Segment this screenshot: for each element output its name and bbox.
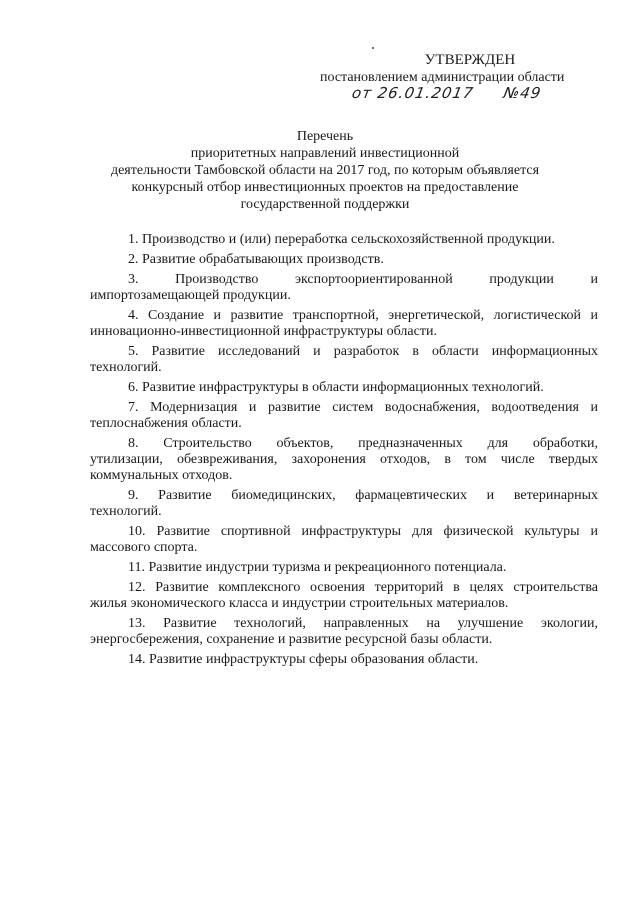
list-item: 4. Создание и развитие транспортной, энергетической, логистической и инновационно-инвестиционной инфраструктуры области. [90, 308, 598, 339]
list-item: 13. Развитие технологий, направленных на улучшение экологии, энергосбережения, сохранение и развитие ресурсной базы области. [90, 616, 598, 647]
list-item: 6. Развитие инфраструктуры в области информационных технологий. [128, 380, 544, 395]
document-title [95, 128, 555, 213]
approval-heading: УТВЕРЖДЕН [424, 52, 516, 68]
handwritten-date: от 26.01.2017 [350, 84, 476, 102]
title-line-2: приоритетных направлений инвестиционной [190, 146, 460, 161]
list-item: 10. Развитие спортивной инфраструктуры для физической культуры и массового спорта. [90, 524, 598, 555]
list-item: 12. Развитие комплексного освоения территорий в целях строительства жилья экономического класса и индустрии строительных материалов. [90, 580, 598, 611]
list-item: 7. Модернизация и развитие систем водоснабжения, водоотведения и теплоснабжения области. [90, 400, 598, 431]
handwritten-number: №49 [502, 84, 543, 102]
title-line-1: Перечень [296, 129, 354, 144]
title-line-4: конкурсный отбор инвестиционных проектов на предоставление [131, 180, 519, 195]
title-line-5: государственной поддержки [240, 197, 410, 212]
approval-stamp [300, 52, 590, 102]
list-item: 3. Производство экспортоориентированной продукции и импортозамещающей продукции. [90, 272, 598, 303]
list-item: 5. Развитие исследований и разработок в области информационных технологий. [90, 344, 598, 375]
list-item: 14. Развитие инфраструктуры сферы образования области. [128, 652, 479, 667]
list-item: 9. Развитие биомедицинских, фармацевтических и ветеринарных технологий. [90, 488, 598, 519]
approval-basis: постановлением администрации области [320, 70, 565, 85]
scan-speck [372, 47, 374, 49]
list-item: 11. Развитие индустрии туризма и рекреационного потенциала. [128, 560, 507, 575]
priority-list [90, 232, 598, 672]
list-item: 1. Производство и (или) переработка сельскохозяйственной продукции. [128, 232, 555, 247]
handwritten-date-number [299, 85, 592, 102]
title-line-3: деятельности Тамбовской области на 2017 год, по которым объявляется [110, 163, 540, 178]
list-item: 8. Строительство объектов, предназначенных для обработки, утилизации, обезвреживания, захоронения отходов, в том числе твердых коммунальных отходов. [90, 436, 598, 483]
list-item: 2. Развитие обрабатывающих производств. [128, 252, 384, 267]
